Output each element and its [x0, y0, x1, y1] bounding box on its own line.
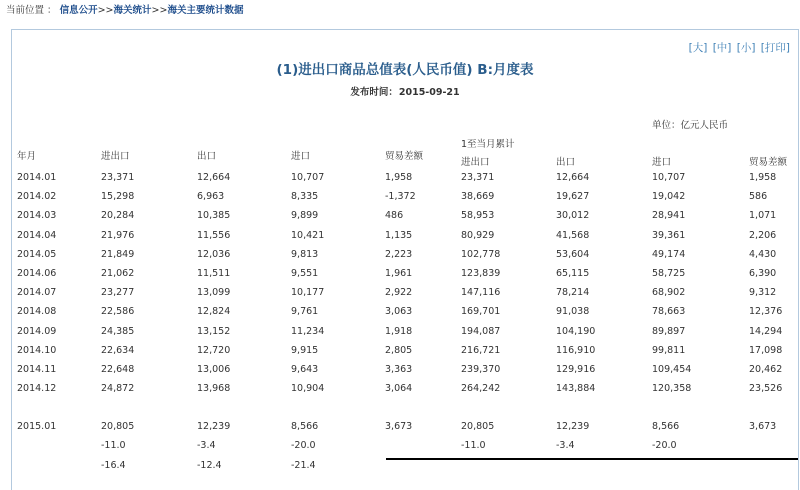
- cell-import: 10,421: [291, 230, 325, 241]
- cell-trade-balance: 3,064: [385, 383, 413, 394]
- cell-trade-balance: 3,063: [385, 306, 413, 317]
- cell-ytd-import: 99,811: [652, 345, 686, 356]
- font-size-controls: [687, 40, 790, 55]
- cell-ytd-trade-total: -11.0: [461, 440, 486, 451]
- cell-trade-balance: 3,363: [385, 364, 413, 375]
- cell-trade-balance: 1,961: [385, 268, 413, 279]
- cell-ytd-export: 41,568: [556, 230, 590, 241]
- cell-trade-total: 23,277: [101, 287, 135, 298]
- cell-import: 9,899: [291, 210, 319, 221]
- breadcrumb-item-main-data[interactable]: 海关主要统计数据: [167, 5, 244, 16]
- cell-trade-balance: 1,918: [385, 326, 413, 337]
- cell-ytd-trade-total: 58,953: [461, 210, 495, 221]
- cell-trade-total: 21,062: [101, 268, 135, 279]
- cell-import: 9,915: [291, 345, 319, 356]
- cell-import: 10,177: [291, 287, 325, 298]
- cell-export: -12.4: [197, 460, 222, 471]
- cell-trade-balance: 486: [385, 210, 404, 221]
- cell-import: 10,904: [291, 383, 325, 394]
- print-button[interactable]: [打印]: [760, 42, 790, 54]
- content-panel: [11, 29, 799, 490]
- cell-export: -3.4: [197, 440, 216, 451]
- cell-import: 8,566: [291, 421, 319, 432]
- cell-year-month: 2014.12: [17, 383, 57, 394]
- font-small-button[interactable]: [小]: [736, 42, 756, 54]
- header-trade-total: 进出口: [101, 151, 130, 162]
- cell-trade-total: 20,284: [101, 210, 135, 221]
- header-ytd-export: 出口: [556, 157, 576, 168]
- breadcrumb-separator: >>: [151, 5, 168, 16]
- header-ytd-trade-balance: 贸易差额: [749, 157, 788, 168]
- publish-date-value: 2015-09-21: [398, 87, 460, 98]
- cell-export: 13,099: [197, 287, 231, 298]
- cell-import: 9,551: [291, 268, 319, 279]
- cell-trade-total: -16.4: [101, 460, 126, 471]
- cell-ytd-export: 12,239: [556, 421, 590, 432]
- cell-export: 12,720: [197, 345, 231, 356]
- cell-trade-balance: -1,372: [385, 191, 416, 202]
- cell-ytd-trade-total: 102,778: [461, 249, 501, 260]
- cell-ytd-export: 143,884: [556, 383, 596, 394]
- cell-export: 13,152: [197, 326, 231, 337]
- font-large-button[interactable]: [大]: [688, 42, 708, 54]
- cell-ytd-trade-balance: 14,294: [749, 326, 783, 337]
- cell-import: 9,813: [291, 249, 319, 260]
- cell-ytd-trade-total: 194,087: [461, 326, 501, 337]
- cell-ytd-trade-balance: 1,071: [749, 210, 777, 221]
- cell-trade-balance: 1,958: [385, 172, 413, 183]
- cell-ytd-trade-total: 123,839: [461, 268, 501, 279]
- cell-ytd-import: 120,358: [652, 383, 692, 394]
- cell-ytd-trade-balance: 586: [749, 191, 768, 202]
- cell-ytd-import: 19,042: [652, 191, 686, 202]
- cell-ytd-trade-balance: 20,462: [749, 364, 783, 375]
- cumulative-header: 1至当月累计: [461, 139, 515, 150]
- header-import: 进口: [291, 151, 311, 162]
- cell-ytd-import: 68,902: [652, 287, 686, 298]
- cell-ytd-import: 58,725: [652, 268, 686, 279]
- publish-label: 发布时间：: [350, 87, 398, 98]
- breadcrumb: [6, 2, 243, 20]
- cell-export: 12,664: [197, 172, 231, 183]
- header-export: 出口: [197, 151, 217, 162]
- cell-export: 11,556: [197, 230, 231, 241]
- cell-year-month: 2014.05: [17, 249, 57, 260]
- cell-ytd-import: 78,663: [652, 306, 686, 317]
- cell-ytd-trade-total: 239,370: [461, 364, 501, 375]
- cell-import: 10,707: [291, 172, 325, 183]
- header-year-month: 年月: [17, 151, 37, 162]
- cell-year-month: 2014.03: [17, 210, 57, 221]
- cell-ytd-trade-balance: 12,376: [749, 306, 783, 317]
- cell-trade-total: 21,849: [101, 249, 135, 260]
- cell-ytd-export: 116,910: [556, 345, 596, 356]
- cell-ytd-export: 104,190: [556, 326, 596, 337]
- cell-year-month: 2014.06: [17, 268, 57, 279]
- cell-ytd-export: 129,916: [556, 364, 596, 375]
- cell-ytd-import: 39,361: [652, 230, 686, 241]
- breadcrumb-item-customs-stats[interactable]: 海关统计: [113, 5, 152, 16]
- cell-ytd-export: 12,664: [556, 172, 590, 183]
- cell-import: 9,643: [291, 364, 319, 375]
- cell-ytd-trade-total: 38,669: [461, 191, 495, 202]
- cell-trade-total: 23,371: [101, 172, 135, 183]
- cell-ytd-trade-balance: 6,390: [749, 268, 777, 279]
- cell-ytd-trade-balance: 2,206: [749, 230, 777, 241]
- divider-line: [386, 458, 798, 460]
- cell-ytd-trade-total: 23,371: [461, 172, 495, 183]
- cell-ytd-trade-total: 264,242: [461, 383, 501, 394]
- cell-ytd-trade-balance: 9,312: [749, 287, 777, 298]
- cell-year-month: 2014.08: [17, 306, 57, 317]
- cell-export: 12,824: [197, 306, 231, 317]
- cell-ytd-import: 49,174: [652, 249, 686, 260]
- cell-trade-total: 21,976: [101, 230, 135, 241]
- header-ytd-import: 进口: [652, 157, 672, 168]
- cell-trade-balance: 2,223: [385, 249, 413, 260]
- cell-ytd-export: 19,627: [556, 191, 590, 202]
- cell-import: 11,234: [291, 326, 325, 337]
- cell-ytd-trade-balance: 3,673: [749, 421, 777, 432]
- cell-year-month: 2014.04: [17, 230, 57, 241]
- cell-trade-total: 15,298: [101, 191, 135, 202]
- cell-ytd-trade-balance: 17,098: [749, 345, 783, 356]
- breadcrumb-separator: >>: [97, 5, 114, 16]
- cell-ytd-export: -3.4: [556, 440, 575, 451]
- breadcrumb-item-info[interactable]: 信息公开: [59, 5, 98, 16]
- cell-ytd-export: 78,214: [556, 287, 590, 298]
- cell-export: 12,036: [197, 249, 231, 260]
- cell-ytd-export: 53,604: [556, 249, 590, 260]
- publish-date: [12, 84, 798, 98]
- cell-export: 10,385: [197, 210, 231, 221]
- cell-ytd-trade-total: 169,701: [461, 306, 501, 317]
- cell-ytd-import: 109,454: [652, 364, 692, 375]
- cell-ytd-import: 28,941: [652, 210, 686, 221]
- cell-ytd-import: 10,707: [652, 172, 686, 183]
- cell-import: 8,335: [291, 191, 319, 202]
- cell-trade-total: 24,385: [101, 326, 135, 337]
- cell-ytd-trade-balance: 23,526: [749, 383, 783, 394]
- cell-trade-total: 22,634: [101, 345, 135, 356]
- breadcrumb-prefix: 当前位置 ：: [6, 5, 57, 16]
- header-trade-balance: 贸易差额: [385, 151, 424, 162]
- cell-trade-balance: 1,135: [385, 230, 413, 241]
- cell-year-month: 2014.09: [17, 326, 57, 337]
- cell-ytd-trade-total: 20,805: [461, 421, 495, 432]
- cell-export: 6,963: [197, 191, 225, 202]
- cell-year-month: 2014.10: [17, 345, 57, 356]
- cell-trade-total: 24,872: [101, 383, 135, 394]
- cell-year-month: 2014.11: [17, 364, 57, 375]
- cell-export: 11,511: [197, 268, 231, 279]
- cell-trade-total: -11.0: [101, 440, 126, 451]
- cell-ytd-trade-balance: 1,958: [749, 172, 777, 183]
- cell-trade-total: 22,648: [101, 364, 135, 375]
- cell-year-month: 2014.02: [17, 191, 57, 202]
- cell-import: 9,761: [291, 306, 319, 317]
- cell-ytd-import: 8,566: [652, 421, 680, 432]
- cell-ytd-trade-balance: 4,430: [749, 249, 777, 260]
- cell-trade-balance: 3,673: [385, 421, 413, 432]
- page-title: (1)进出口商品总值表(人民币值) B:月度表: [276, 62, 534, 78]
- cell-year-month: 2014.01: [17, 172, 57, 183]
- cell-ytd-export: 30,012: [556, 210, 590, 221]
- cell-ytd-import: -20.0: [652, 440, 677, 451]
- cell-export: 13,968: [197, 383, 231, 394]
- cell-trade-total: 20,805: [101, 421, 135, 432]
- cell-ytd-trade-total: 216,721: [461, 345, 501, 356]
- cell-import: -21.4: [291, 460, 316, 471]
- cell-export: 13,006: [197, 364, 231, 375]
- cell-trade-balance: 2,922: [385, 287, 413, 298]
- font-medium-button[interactable]: [中]: [712, 42, 732, 54]
- cell-ytd-trade-total: 147,116: [461, 287, 501, 298]
- cell-trade-balance: 2,805: [385, 345, 413, 356]
- unit-label: 单位：亿元人民币: [652, 120, 729, 131]
- cell-trade-total: 22,586: [101, 306, 135, 317]
- cell-ytd-export: 91,038: [556, 306, 590, 317]
- cell-export: 12,239: [197, 421, 231, 432]
- header-ytd-trade-total: 进出口: [461, 157, 490, 168]
- cell-year-month: 2014.07: [17, 287, 57, 298]
- cell-ytd-export: 65,115: [556, 268, 590, 279]
- cell-year-month: 2015.01: [17, 421, 57, 432]
- cell-ytd-import: 89,897: [652, 326, 686, 337]
- cell-ytd-trade-total: 80,929: [461, 230, 495, 241]
- cell-import: -20.0: [291, 440, 316, 451]
